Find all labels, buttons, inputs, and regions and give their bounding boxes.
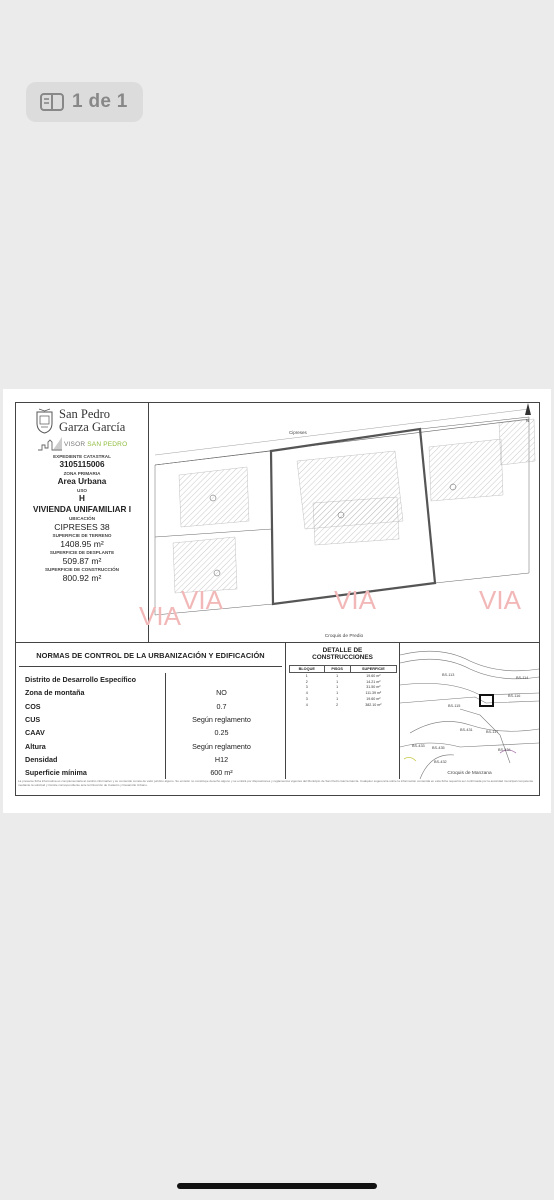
normas-key: Altura (25, 741, 46, 751)
site-plan (139, 403, 539, 642)
ubicacion-value: CIPRESES 38 (54, 522, 110, 532)
normas-key: Distrito de Desarrollo Específico (25, 675, 137, 685)
normas-value: 0.25 (165, 726, 277, 739)
normas-value: Según reglamento (165, 713, 277, 726)
superficie-construccion-value: 800.92 m² (62, 573, 102, 583)
home-indicator[interactable] (177, 1183, 377, 1189)
site-plan-caption: Croquis de Predio (324, 634, 364, 639)
normas-key: Zona de montaña (25, 688, 85, 698)
detalle-cell: 31.50 m² (366, 685, 381, 690)
block-map-drawing (400, 643, 539, 779)
detalle-cell: 4 (305, 702, 308, 707)
visor-prefix: VISOR (64, 440, 86, 448)
watermark-1: VIA (139, 601, 181, 631)
superficie-construccion-label: SUPERFICIE DE CONSTRUCCIÓN (44, 567, 120, 572)
normas-row (25, 713, 277, 726)
watermark-3: VIA (334, 585, 376, 615)
normas-row (25, 686, 277, 699)
normas-key: COS (25, 701, 41, 711)
normas-value: NO (165, 686, 277, 699)
detalle-table (289, 665, 397, 708)
neighbor-building-west-north (179, 467, 249, 527)
normas-value: 600 m² (165, 766, 277, 779)
page-indicator[interactable] (26, 82, 143, 122)
map-label-bs114: BS-114 (516, 676, 529, 680)
block-map-caption: Croquis de Manzana (447, 771, 492, 776)
normas-row (25, 726, 277, 739)
visor-highlight: SAN PEDRO (87, 440, 128, 448)
municipality-logo (16, 403, 148, 434)
detalle-cell: 3 (305, 685, 308, 690)
visor-skyline-icon (38, 437, 62, 451)
map-label-bs435: BS-435 (432, 746, 445, 750)
zona-value: Area Urbana (57, 477, 107, 486)
detalle-cell: 1 (336, 685, 339, 690)
block-map (400, 643, 539, 779)
property-info-panel (16, 403, 149, 642)
normas-key: CAAV (25, 728, 45, 738)
normas-row (25, 739, 277, 752)
map-label-bs434: BS-434 (498, 748, 511, 752)
map-label-bs433: BS-433 (412, 744, 425, 748)
normas-value: Según reglamento (165, 739, 277, 752)
detalle-cell: 19.60 m² (366, 697, 381, 702)
north-arrow-icon (525, 403, 531, 415)
disclaimer-text: La presente ficha informativa es complementaria al cambio informativo y su contenido consta de valor jurídico alguno. Su emisión no constituye derecho alguno y se emitirá por disposiciones y reglamentos vigentes del Municipio de San Pedro Garza García. Cualquier sugerencia sobre la información contenida en esta ficha requerirá ser confirmada por la autoridad municipal competente mediante la solicitud y trámite correspondiente ante la Dirección de Catastro y Desarrollo Urbano. (18, 779, 534, 787)
detalle-cell: 382.10 m² (365, 702, 382, 707)
book-open-icon (40, 93, 64, 111)
normas-value: H12 (165, 753, 277, 766)
document-page (3, 389, 551, 813)
detalle-header: BLOQUE (290, 666, 325, 673)
map-label-bs113: BS-113 (442, 673, 455, 677)
detalle-title-line1: DETALLE DE (322, 647, 363, 654)
table-row (290, 702, 397, 708)
normas-row (25, 766, 277, 779)
detalle-cell: 14.21 m² (366, 679, 381, 684)
superficie-terreno-label: SUPERFICIE DE TERRENO (52, 533, 112, 538)
normas-row (25, 753, 277, 766)
normas-value (165, 673, 277, 686)
detalle-title-line2: CONSTRUCCIONES (312, 654, 373, 661)
ubicacion-label: UBICACIÓN (68, 516, 96, 521)
municipal-seal-icon (35, 408, 54, 434)
detalle-cell: 4 (305, 691, 308, 696)
uso-value: H (79, 494, 85, 503)
normas-table (25, 673, 277, 779)
detalle-cell: 1 (336, 697, 339, 702)
neighbor-building-east (429, 439, 503, 501)
detalle-header: SUPERFICIE (350, 666, 396, 673)
detalle-cell: 19.60 m² (366, 673, 381, 678)
detalle-cell: 2 (305, 679, 308, 684)
detalle-panel (286, 643, 400, 779)
normas-row (25, 673, 277, 686)
map-label-bs115: BS-115 (448, 704, 461, 708)
superficie-desplante-value: 509.87 m² (62, 556, 102, 566)
expediente-label: EXPEDIENTE CATASTRAL (53, 454, 111, 459)
site-plan-drawing (139, 403, 539, 642)
detalle-cell: 1 (305, 673, 308, 678)
normas-key: Superficie mínima (25, 768, 87, 778)
document-frame (15, 402, 540, 796)
watermark-4: VIA (479, 585, 521, 615)
map-label-bs431: BS-431 (460, 728, 473, 732)
watermark-2: VIA (181, 585, 223, 615)
north-label: N (526, 418, 529, 423)
page-indicator-label: 1 de 1 (72, 91, 128, 112)
visor-logo (16, 437, 148, 451)
detalle-cell: 1 (336, 691, 339, 696)
detalle-cell: 3 (305, 697, 308, 702)
detalle-cell: 111.39 m² (365, 691, 382, 696)
detalle-cell: 2 (336, 702, 339, 707)
detalle-header: PISOS (324, 666, 350, 673)
detalle-cell: 1 (336, 679, 339, 684)
normas-key: CUS (25, 715, 41, 725)
uso-description: VIVIENDA UNIFAMILIAR I (33, 505, 131, 514)
municipality-name-line2: Garza García (59, 420, 126, 434)
normas-value: 0.7 (165, 700, 277, 713)
street-label: Cipreses (289, 430, 307, 435)
map-label-bs432: BS-432 (434, 760, 447, 764)
detalle-cell: 1 (336, 673, 339, 678)
expediente-value: 3105115006 (59, 460, 105, 469)
zona-label: ZONA PRIMARIA (63, 471, 101, 476)
superficie-desplante-label: SUPERFICIE DE DESPLANTE (49, 550, 115, 555)
normas-row (25, 700, 277, 713)
municipality-name-line1: San Pedro (59, 407, 111, 421)
normas-title: NORMAS DE CONTROL DE LA URBANIZACIÓN Y EDIFICACIÓN (36, 651, 265, 660)
normas-panel (16, 643, 286, 779)
map-label-bs117: BS-117 (486, 730, 499, 734)
superficie-terreno-value: 1408.95 m² (60, 539, 104, 549)
normas-key: Densidad (25, 754, 58, 764)
uso-label: USO (77, 488, 87, 493)
map-label-bs116: BS-116 (508, 694, 521, 698)
